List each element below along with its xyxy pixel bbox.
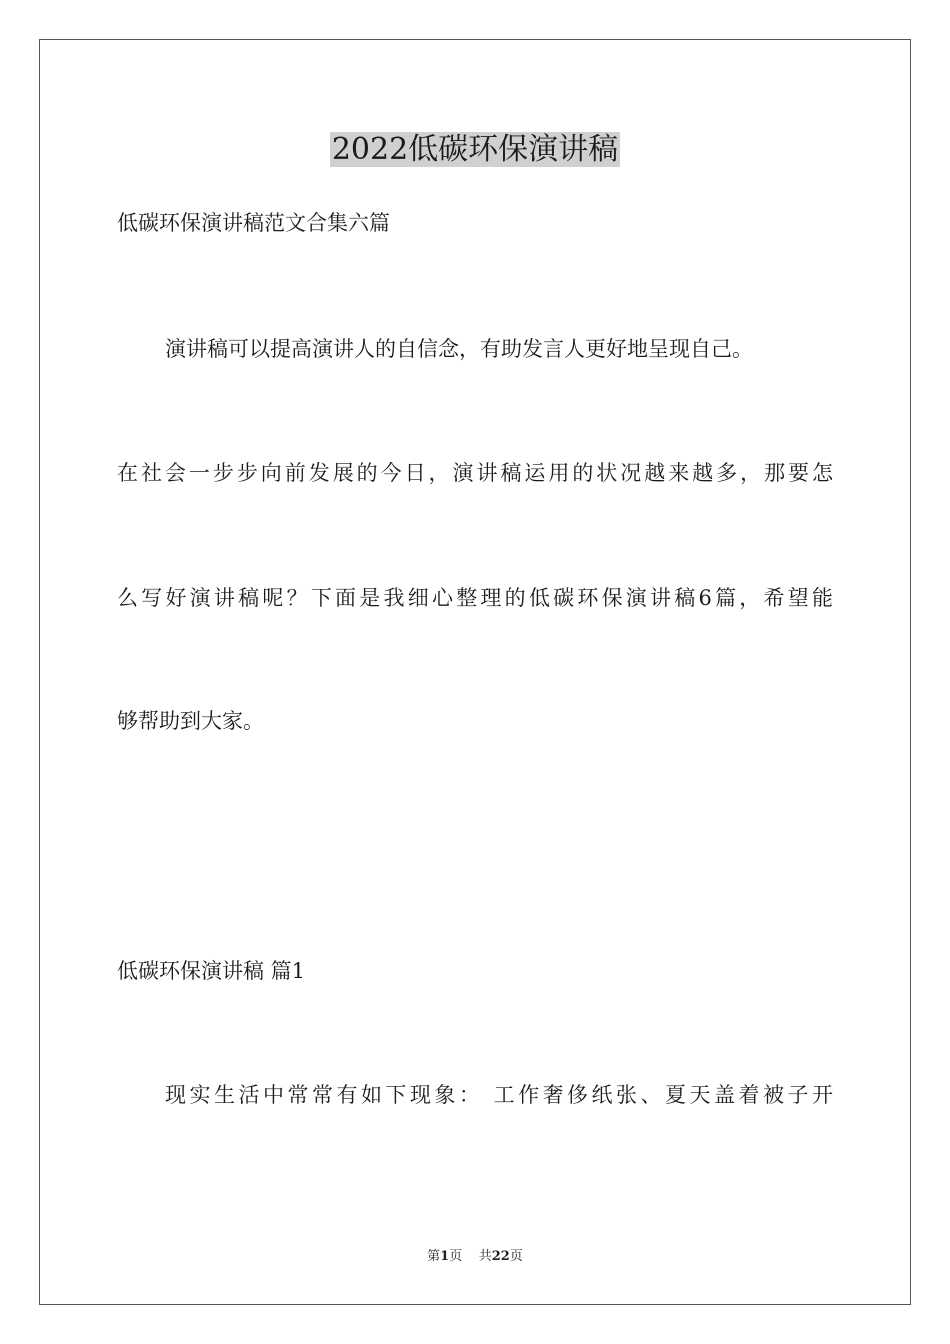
footer-total-suffix: 页 [509, 1249, 523, 1264]
footer-total-prefix: 共 [478, 1249, 492, 1264]
section-line-1: 现实生活中常常有如下现象： 工作奢侈纸张、夏天盖着被子开 [165, 1083, 833, 1107]
document-subtitle: 低碳环保演讲稿范文合集六篇 [117, 211, 390, 235]
intro-line-3: 么写好演讲稿呢？下面是我细心整理的低碳环保演讲稿6篇，希望能 [117, 586, 833, 610]
intro-line-1: 演讲稿可以提高演讲人的自信念，有助发言人更好地呈现自己。 [165, 337, 753, 361]
footer-page-prefix: 第 [427, 1249, 441, 1264]
footer-total-pages: 22 [491, 1249, 510, 1264]
intro-line-4: 够帮助到大家。 [117, 709, 264, 733]
intro-line-2: 在社会一步步向前发展的今日，演讲稿运用的状况越来越多，那要怎 [117, 461, 833, 485]
page-footer [0, 1248, 950, 1266]
document-title [0, 128, 950, 172]
section-heading: 低碳环保演讲稿 篇1 [117, 959, 306, 983]
footer-page-number: 1 [440, 1249, 450, 1264]
document-title-text: 2022低碳环保演讲稿 [331, 132, 619, 167]
footer-page-suffix: 页 [449, 1249, 463, 1264]
